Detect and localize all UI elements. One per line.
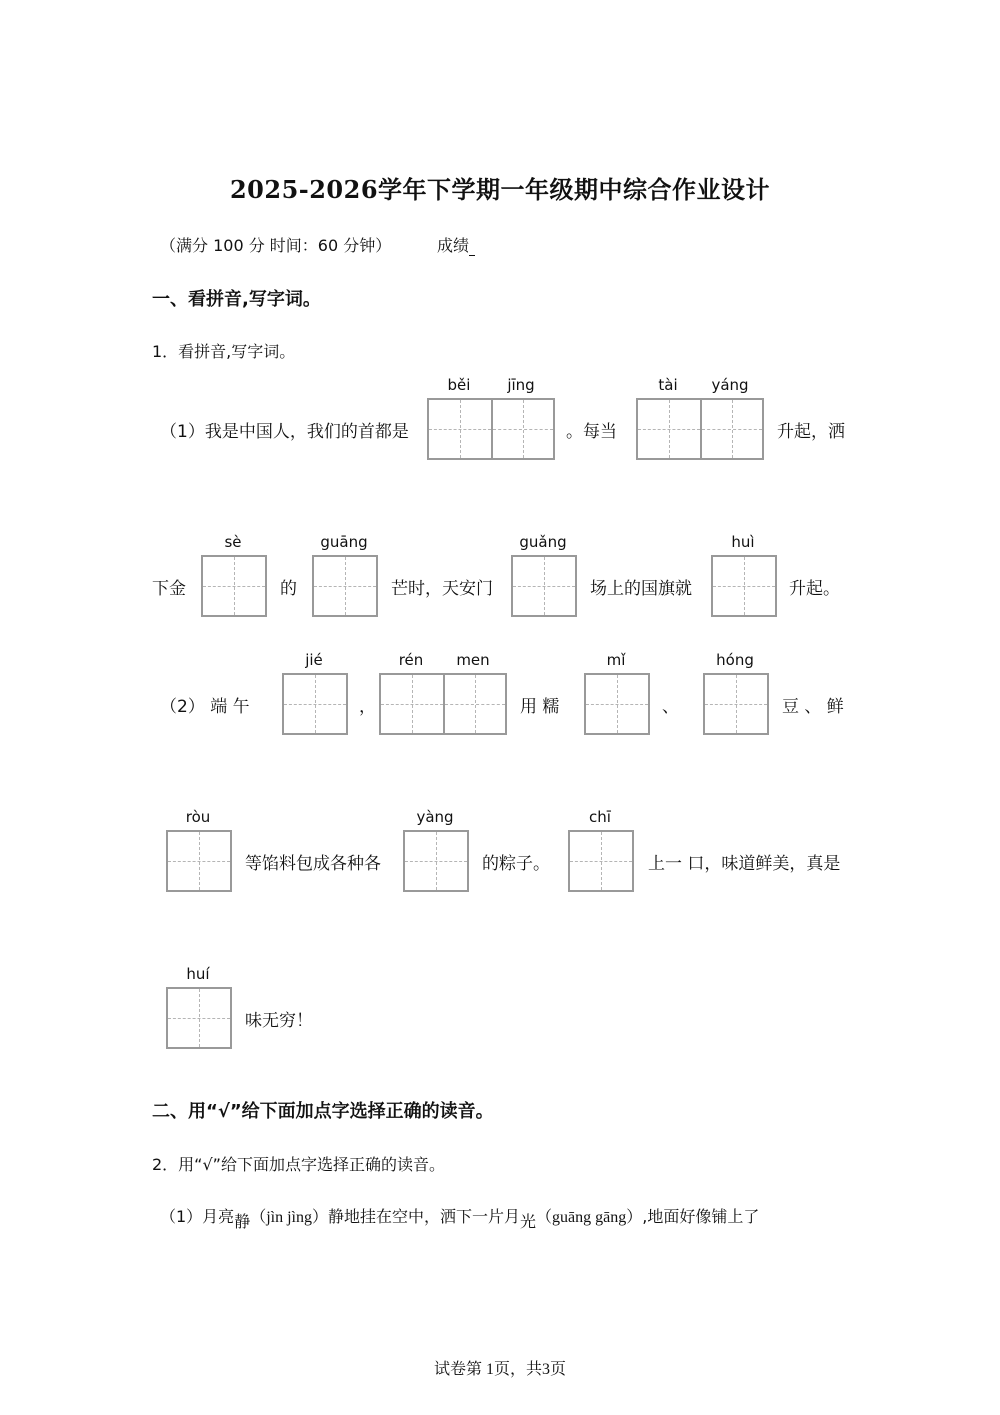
writing-cell[interactable] bbox=[284, 675, 346, 733]
writing-grid-guang[interactable] bbox=[312, 555, 378, 617]
line2-text-b: 的 bbox=[280, 579, 297, 599]
page-footer: 试卷第 1页，共3页 bbox=[433, 1361, 566, 1378]
writing-cell[interactable] bbox=[586, 675, 648, 733]
pinyin-hui2: huí bbox=[186, 965, 210, 983]
writing-cell[interactable] bbox=[713, 557, 775, 615]
writing-cell[interactable] bbox=[405, 832, 467, 890]
pinyin-chi: chī bbox=[589, 808, 611, 826]
pinyin-se: sè bbox=[224, 533, 242, 551]
writing-grid-jie[interactable] bbox=[282, 673, 348, 735]
line4-text-a: 等馅料包成各种各 bbox=[245, 854, 381, 874]
line3-text-a: （2） 端 午 bbox=[160, 697, 250, 717]
writing-cell[interactable] bbox=[705, 675, 767, 733]
pinyin-ren: rén bbox=[398, 651, 424, 669]
line3-text-c: 用 糯 bbox=[520, 697, 560, 717]
writing-grid-renmen[interactable] bbox=[379, 673, 507, 735]
pinyin-choice-jing[interactable]: （jìn jìng） bbox=[250, 1209, 328, 1226]
pinyin-guang: guāng bbox=[320, 533, 368, 551]
section-heading-1: 一、看拼音,写字词。 bbox=[152, 289, 321, 310]
exam-info: （满分 100 分 时间：60 分钟） bbox=[160, 236, 392, 255]
score-label: 成绩 bbox=[437, 233, 475, 256]
dotted-char-jing: 静 bbox=[234, 1212, 251, 1231]
dotted-char-guang: 光 bbox=[520, 1212, 537, 1231]
writing-cell[interactable] bbox=[638, 400, 700, 458]
pinyin-hong: hóng bbox=[716, 651, 754, 669]
writing-grid-chi[interactable] bbox=[568, 830, 634, 892]
pinyin-yang4: yàng bbox=[416, 808, 454, 826]
line3-text-d: 、 bbox=[662, 697, 679, 717]
line1-text-b: 。每当 bbox=[566, 422, 617, 442]
line4-text-c: 上一 口，味道鲜美，真是 bbox=[648, 854, 841, 874]
question-1-prompt: 1．看拼音,写字词。 bbox=[152, 342, 296, 361]
line4-text-b: 的粽子。 bbox=[482, 854, 550, 874]
writing-grid-beijing[interactable] bbox=[427, 398, 555, 460]
page-title: 2025-2026学年下学期一年级期中综合作业设计 bbox=[229, 175, 771, 204]
score-blank[interactable] bbox=[469, 241, 475, 256]
pinyin-yang: yáng bbox=[711, 376, 749, 394]
writing-cell[interactable] bbox=[700, 400, 762, 458]
line2-text-c: 芒时，天安门 bbox=[391, 579, 493, 599]
line3-text-e: 豆 、 鲜 bbox=[782, 697, 844, 717]
pinyin-bei: běi bbox=[447, 376, 471, 394]
question-2-prompt: 2．用“√”给下面加点字选择正确的读音。 bbox=[152, 1155, 445, 1174]
writing-grid-rou[interactable] bbox=[166, 830, 232, 892]
line1-text-c: 升起，洒 bbox=[777, 422, 845, 442]
pinyin-hui: huì bbox=[731, 533, 755, 551]
question-2-line1 bbox=[160, 1204, 760, 1231]
writing-cell[interactable] bbox=[491, 400, 553, 458]
pinyin-jie: jié bbox=[305, 651, 323, 669]
pinyin-tai: tài bbox=[658, 376, 678, 394]
q2-text-a: （1）月亮 bbox=[160, 1207, 235, 1226]
writing-cell[interactable] bbox=[443, 675, 505, 733]
writing-grid-mi[interactable] bbox=[584, 673, 650, 735]
writing-grid-hong[interactable] bbox=[703, 673, 769, 735]
pinyin-rou: ròu bbox=[185, 808, 211, 826]
writing-cell[interactable] bbox=[381, 675, 443, 733]
pinyin-mi: mǐ bbox=[606, 651, 626, 669]
line3-text-b: ， bbox=[359, 697, 376, 717]
writing-cell[interactable] bbox=[570, 832, 632, 890]
writing-cell[interactable] bbox=[429, 400, 491, 458]
q2-text-b: 静地挂在空中，洒下一片月 bbox=[328, 1207, 521, 1226]
line2-text-a: 下金 bbox=[152, 579, 186, 599]
pinyin-choice-guang[interactable]: （guāng gāng） bbox=[536, 1209, 643, 1226]
line2-text-d: 场上的国旗就 bbox=[590, 579, 692, 599]
pinyin-men: men bbox=[456, 651, 490, 669]
writing-grid-guang3[interactable] bbox=[511, 555, 577, 617]
writing-grid-taiyang[interactable] bbox=[636, 398, 764, 460]
writing-cell[interactable] bbox=[168, 832, 230, 890]
writing-cell[interactable] bbox=[513, 557, 575, 615]
section-heading-2: 二、用“√”给下面加点字选择正确的读音。 bbox=[152, 1101, 494, 1122]
pinyin-jing: jīng bbox=[507, 376, 535, 394]
writing-cell[interactable] bbox=[168, 989, 230, 1047]
writing-grid-hui[interactable] bbox=[711, 555, 777, 617]
pinyin-guang3: guǎng bbox=[519, 533, 567, 551]
writing-grid-hui2[interactable] bbox=[166, 987, 232, 1049]
line2-text-e: 升起。 bbox=[789, 579, 840, 599]
writing-grid-se[interactable] bbox=[201, 555, 267, 617]
writing-grid-yang[interactable] bbox=[403, 830, 469, 892]
writing-cell[interactable] bbox=[314, 557, 376, 615]
writing-cell[interactable] bbox=[203, 557, 265, 615]
line1-text-a: （1）我是中国人，我们的首都是 bbox=[160, 422, 409, 442]
q2-text-c: ,地面好像铺上了 bbox=[642, 1207, 760, 1226]
line5-text-a: 味无穷！ bbox=[245, 1011, 313, 1031]
